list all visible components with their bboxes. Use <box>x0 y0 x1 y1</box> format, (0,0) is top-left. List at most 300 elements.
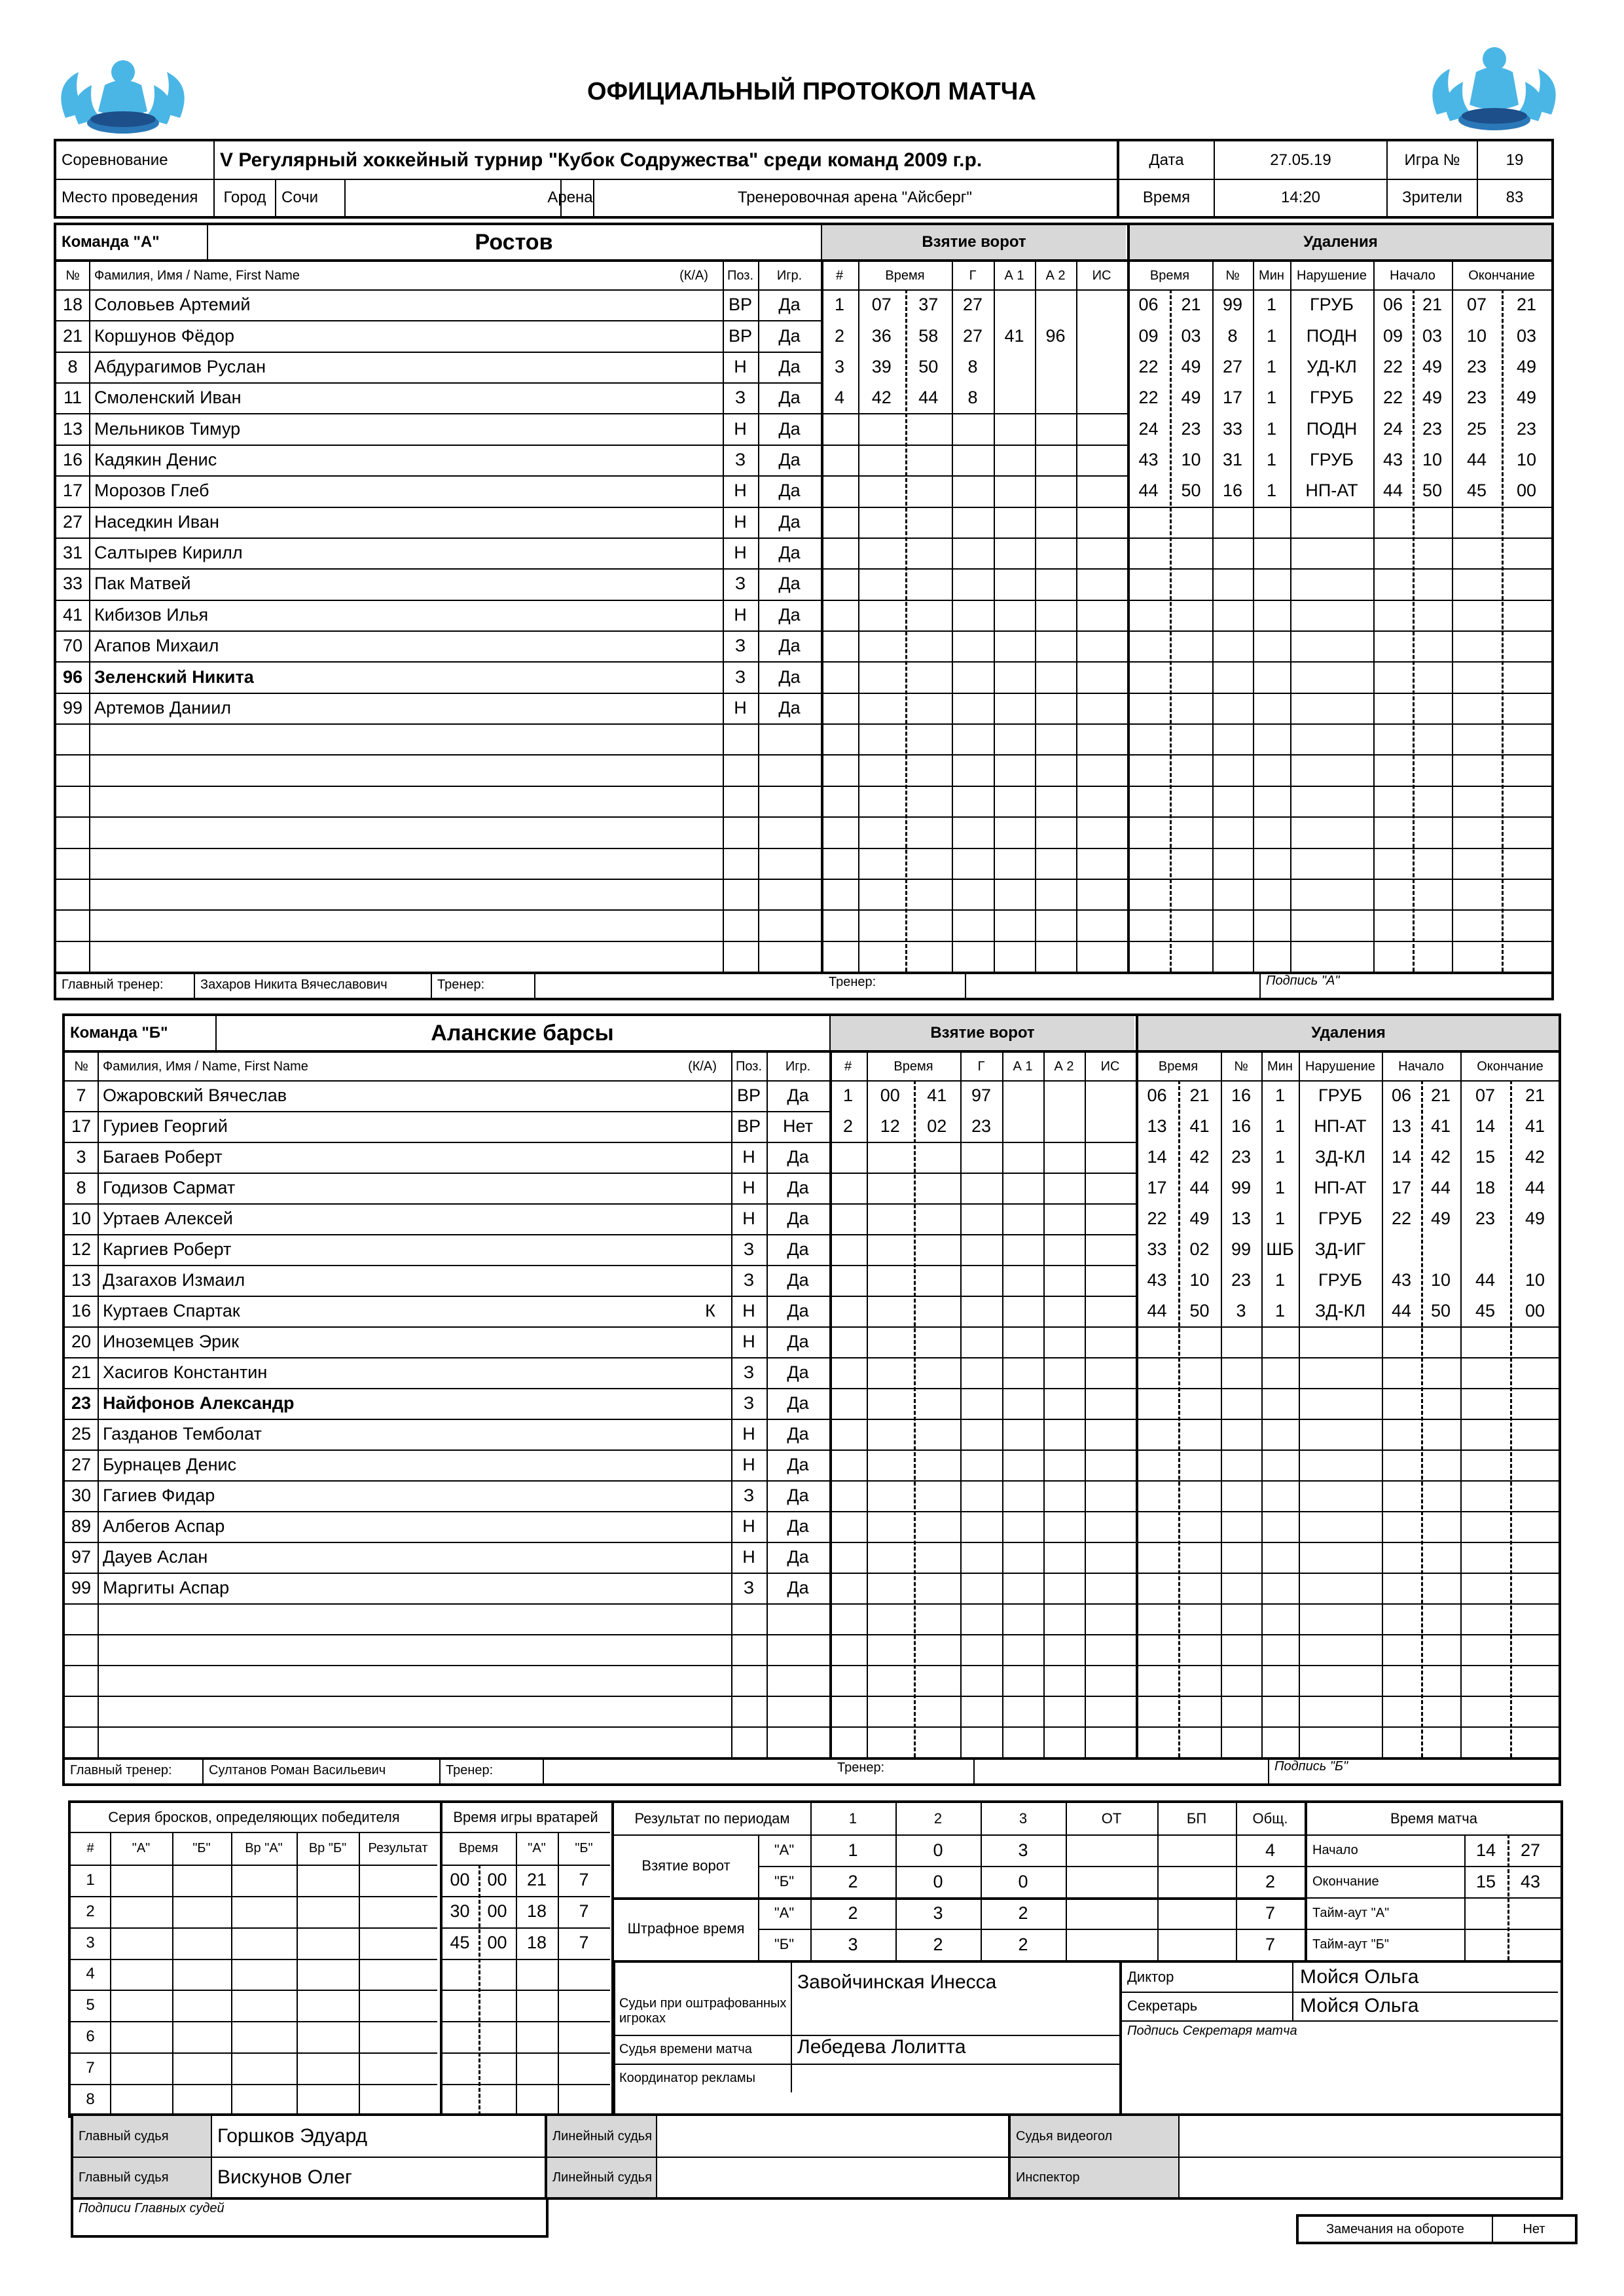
grid-line <box>1127 723 1551 725</box>
player-name: Ожаровский Вячеслав <box>103 1085 287 1105</box>
pen-col-p_no: № <box>1234 1059 1248 1074</box>
player-ka <box>683 507 720 538</box>
grid-line <box>1127 568 1551 570</box>
penalty-minutes: ШБ <box>1266 1239 1294 1259</box>
goal-col-g_a2: А 2 <box>1054 1059 1074 1074</box>
penalty-time-min: 06 <box>1138 295 1159 315</box>
penalty-player: 27 <box>1222 356 1243 376</box>
grid-line <box>1292 1963 1293 2020</box>
grid-line <box>829 1326 1136 1328</box>
player-number: 31 <box>62 543 83 563</box>
col-number: № <box>65 268 80 283</box>
player-ka <box>683 413 720 444</box>
penalty-time-min: 13 <box>1147 1116 1167 1136</box>
pen-col-p_min: Мин <box>1259 268 1284 283</box>
penalty-time-min: 22 <box>1147 1209 1167 1228</box>
ad-coordinator-label: Координатор рекламы <box>619 2070 756 2085</box>
player-number: 16 <box>71 1301 92 1321</box>
player-plays: Да <box>787 1209 809 1228</box>
player-plays: Да <box>787 1578 809 1597</box>
grid-line <box>297 1833 298 2115</box>
goal-situation <box>1076 320 1127 351</box>
player-plays: Да <box>778 511 801 532</box>
grid-line <box>534 972 535 998</box>
goal-assist-2 <box>1043 1111 1085 1142</box>
goal-col-g_a1: А 1 <box>1013 1059 1033 1074</box>
goal-assist-1 <box>994 352 1035 382</box>
remarks-box <box>1296 2214 1578 2244</box>
penalty-time-sec: 03 <box>1181 325 1201 346</box>
player-position: Н <box>742 1301 755 1321</box>
shootout-title: Серия бросков, определяющих победителя <box>108 1809 400 1825</box>
grid-line <box>1136 1726 1559 1728</box>
penalty-time-sec: 41 <box>1189 1116 1210 1136</box>
secretary-label: Секретарь <box>1127 1997 1198 2014</box>
grid-line <box>1127 879 1551 880</box>
player-position: Н <box>742 1516 755 1536</box>
goal-situation <box>1076 382 1127 413</box>
head-coach-name: Султанов Роман Васильевич <box>209 1762 386 1777</box>
grid-line <box>441 1990 610 1991</box>
arena-value: Тренеровочная арена "Айсберг" <box>737 188 973 206</box>
match-time-label: Окончание <box>1312 1874 1379 1889</box>
goal-assist-1 <box>994 382 1035 413</box>
grid-line <box>829 1203 1136 1205</box>
penalty-end-min <box>1460 1234 1510 1265</box>
match-time-label: Тайм-аут "Б" <box>1312 1937 1389 1952</box>
player-number: 70 <box>62 636 83 656</box>
goalie-a: 18 <box>526 1933 547 1953</box>
player-number: 96 <box>62 666 83 687</box>
penalty-violation: ГРУБ <box>1310 295 1354 315</box>
grid-line <box>1136 1388 1559 1389</box>
penalty-end-min: 44 <box>1475 1270 1496 1290</box>
grid-line <box>1127 507 1551 508</box>
player-name: Багаев Роберт <box>103 1147 223 1167</box>
referees-sign-box <box>71 2197 549 2238</box>
penalty-start-min: 06 <box>1382 295 1403 315</box>
period-value: 0 <box>1018 1871 1028 1891</box>
goal-col-g_time: Время <box>893 1059 933 1074</box>
match-header <box>54 139 1554 219</box>
grid-line <box>1136 1634 1559 1635</box>
player-number: 33 <box>62 574 83 594</box>
player-number: 89 <box>71 1516 92 1536</box>
period-value: 0 <box>933 1840 943 1860</box>
player-position: З <box>734 388 746 408</box>
penalty-start-sec: 50 <box>1430 1301 1451 1321</box>
penalty-start-min: 43 <box>1391 1270 1412 1290</box>
competition-label: Соревнование <box>62 151 168 169</box>
player-plays: Да <box>787 1239 809 1259</box>
player-ka <box>683 630 720 661</box>
player-name: Пак Матвей <box>94 574 191 594</box>
grid-line <box>110 1833 111 2115</box>
player-name: Найфонов Александр <box>103 1393 295 1413</box>
shootout-row-number: 4 <box>86 1965 95 1983</box>
grid-line <box>1136 1573 1559 1574</box>
team-signature-label: Подпись "Б" <box>1274 1758 1348 1774</box>
match-time-min <box>1464 1929 1507 1960</box>
penalty-violation: ГРУБ <box>1318 1085 1362 1105</box>
penalty-time-min: 22 <box>1138 356 1159 376</box>
penalty-time-min: 44 <box>1147 1301 1167 1321</box>
goalie-time-min: 45 <box>450 1933 470 1953</box>
penalty-time-min: 33 <box>1147 1239 1167 1259</box>
penalty-violation: УД-КЛ <box>1307 356 1357 376</box>
grid-line <box>821 630 1127 632</box>
player-name: Салтырев Кирилл <box>94 543 243 563</box>
goalie-b: 7 <box>579 1870 589 1890</box>
team-label: Команда "А" <box>62 233 160 251</box>
goal-assist-1: 41 <box>1004 325 1024 346</box>
announcer: Мойся Ольга <box>1300 1966 1419 1988</box>
goal-scorer: 27 <box>962 295 983 315</box>
period-value <box>1157 1834 1236 1866</box>
player-ka <box>692 1326 729 1357</box>
player-name: Соловьев Артемий <box>94 295 251 315</box>
goal-situation <box>1085 1111 1136 1142</box>
penalty-start-min: 22 <box>1382 356 1403 376</box>
pen-col-p_time: Время <box>1158 1059 1199 1074</box>
player-plays: Да <box>778 449 801 469</box>
grid-line <box>821 786 1127 787</box>
remarks-value: Нет <box>1523 2221 1545 2236</box>
grid-line <box>829 1542 1136 1543</box>
goal-number: 2 <box>834 325 845 346</box>
player-name: Газданов Темболат <box>103 1424 262 1444</box>
player-number: 30 <box>71 1485 92 1505</box>
match-time-min <box>1464 1897 1507 1929</box>
shootout-row-number: 6 <box>86 2028 95 2046</box>
goalie-col: "Б" <box>575 1841 593 1856</box>
player-ka: К <box>705 1301 715 1321</box>
goals-header: Взятие ворот <box>822 225 1126 259</box>
grid-line <box>65 1634 829 1635</box>
penalty-time-min: 06 <box>1147 1085 1167 1105</box>
grid-line <box>1127 909 1551 911</box>
period-value: 2 <box>933 1934 943 1954</box>
shootout-row-number: 8 <box>86 2090 95 2109</box>
grid-line <box>829 1603 1136 1605</box>
penalty-player: 23 <box>1231 1147 1252 1167</box>
period-value <box>1157 1929 1236 1960</box>
tournament-logo-right <box>1424 36 1564 137</box>
period-col: 3 <box>1019 1810 1028 1827</box>
player-number: 25 <box>71 1424 92 1444</box>
player-name: Смоленский Иван <box>94 388 242 408</box>
player-name: Коршунов Фёдор <box>94 325 235 346</box>
penalty-player: 31 <box>1222 449 1243 469</box>
grid-line <box>543 1757 544 1783</box>
player-name: Артемов Даниил <box>94 697 232 718</box>
grid-line <box>829 1142 1136 1143</box>
player-ka <box>692 1449 729 1480</box>
player-number: 7 <box>76 1085 86 1105</box>
player-plays: Да <box>787 1547 809 1567</box>
grid-line <box>71 1896 437 1897</box>
page-title: ОФИЦИАЛЬНЫЙ ПРОТОКОЛ МАТЧА <box>587 77 1036 105</box>
player-position: ВР <box>736 1085 761 1105</box>
penalty-time-sec: 50 <box>1189 1301 1210 1321</box>
grid-line <box>829 1388 1136 1389</box>
grid-line <box>821 909 1127 911</box>
penalty-time-min: 22 <box>1138 388 1159 408</box>
player-number: 12 <box>71 1239 92 1259</box>
grid-line <box>829 1173 1136 1174</box>
match-time-min: 14 <box>1475 1840 1496 1860</box>
player-plays: Да <box>778 418 801 439</box>
match-time-sec: 43 <box>1520 1871 1541 1891</box>
col-play: Игр. <box>776 268 803 283</box>
goals-by-period-label: Взятие ворот <box>641 1857 731 1874</box>
player-name: Зеленский Никита <box>94 666 254 687</box>
player-name: Албегов Аспар <box>103 1516 225 1536</box>
penalty-end-min: 07 <box>1475 1085 1496 1105</box>
grid-line <box>71 1959 437 1960</box>
goalie-b: 7 <box>579 1933 589 1953</box>
grid-line <box>821 723 1127 725</box>
grid-line <box>1043 1050 1045 1757</box>
grid-line <box>829 1634 1136 1635</box>
player-number: 10 <box>71 1209 92 1228</box>
player-ka <box>683 661 720 692</box>
grid-line <box>821 661 1127 663</box>
grid-line <box>1127 693 1551 694</box>
period-col: 1 <box>848 1810 857 1827</box>
goal-scorer: 97 <box>971 1085 992 1105</box>
period-team-label: "Б" <box>774 1873 795 1889</box>
shootout-row-number: 1 <box>86 1870 95 1889</box>
penalty-time-sec: 23 <box>1181 418 1201 439</box>
grid-line <box>821 445 1127 446</box>
player-number: 41 <box>62 604 83 625</box>
goal-col-g_is: ИС <box>1100 1059 1120 1074</box>
grid-line <box>1085 1050 1086 1757</box>
grid-line <box>71 2052 437 2054</box>
penalty-start-min: 09 <box>1382 325 1403 346</box>
goal-scorer: 27 <box>962 325 983 346</box>
player-position: Н <box>742 1147 755 1167</box>
goal-assist-1 <box>1002 1111 1043 1142</box>
period-value: 3 <box>933 1903 943 1923</box>
penalty-minutes: 1 <box>1266 481 1277 501</box>
penalty-time-sec: 44 <box>1189 1178 1210 1197</box>
player-plays: Да <box>778 388 801 408</box>
penalty-end-min: 15 <box>1475 1147 1496 1167</box>
player-position: З <box>743 1270 755 1290</box>
player-position: Н <box>734 511 747 532</box>
player-ka <box>683 352 720 382</box>
player-ka <box>692 1542 729 1573</box>
competition-name: V Регулярный хоккейный турнир "Кубок Содружества" среди команд 2009 г.р. <box>220 149 983 171</box>
penalty-start-min: 22 <box>1391 1209 1412 1228</box>
penalty-start-sec: 44 <box>1430 1178 1451 1197</box>
penalty-time-min: 43 <box>1147 1270 1167 1290</box>
penalty-start-sec: 49 <box>1422 388 1443 408</box>
player-plays: Да <box>778 604 801 625</box>
penalty-start-min <box>1382 1234 1421 1265</box>
penalty-player: 99 <box>1222 295 1243 315</box>
grid-line <box>441 2084 610 2085</box>
player-ka <box>683 568 720 599</box>
penalty-time-min: 09 <box>1138 325 1159 346</box>
player-position: ВР <box>736 1116 761 1136</box>
period-team-label: "А" <box>774 1904 795 1921</box>
penalty-time-min: 14 <box>1147 1147 1167 1167</box>
player-plays: Да <box>787 1485 809 1505</box>
penalties-header: Удаления <box>1130 225 1551 259</box>
penalty-minutes: 1 <box>1266 295 1277 315</box>
player-name: Мельников Тимур <box>94 418 241 439</box>
shootout-row-number: 5 <box>86 1996 95 2014</box>
team-b-section <box>62 1013 1561 1786</box>
date-label: Дата <box>1149 151 1184 169</box>
periods-title: Результат по периодам <box>634 1810 790 1827</box>
secretary: Мойся Ольга <box>1300 1995 1419 2016</box>
grid-line <box>1136 1665 1559 1666</box>
period-col: 2 <box>933 1810 943 1827</box>
player-name: Маргиты Аспар <box>103 1578 230 1597</box>
goal-col-g_num: # <box>835 268 844 283</box>
goal-number: 1 <box>842 1085 854 1105</box>
goal-assist-2 <box>1043 1080 1085 1111</box>
goalie-time-sec: 00 <box>487 1901 507 1922</box>
goal-col-g_a1: А 1 <box>1004 268 1024 283</box>
penalty-end-min: 07 <box>1466 295 1487 315</box>
player-name: Каргиев Роберт <box>103 1239 232 1259</box>
col-play: Игр. <box>785 1059 811 1074</box>
penalty-judges-label: Судьи при оштрафованных игроках <box>619 1996 787 2026</box>
match-time-min: 15 <box>1475 1871 1496 1891</box>
grid-line <box>829 1511 1136 1512</box>
spectators-value: 83 <box>1506 188 1524 206</box>
player-number: 17 <box>62 481 83 501</box>
penalty-end-min: 45 <box>1466 481 1487 501</box>
penalty-start-min: 13 <box>1391 1116 1412 1136</box>
goal-time-sec: 41 <box>927 1085 947 1105</box>
grid-line <box>1136 1542 1559 1543</box>
pen-col-p_start: Начало <box>1398 1059 1444 1074</box>
venue-label: Место проведения <box>62 188 198 206</box>
penalty-start-sec: 23 <box>1422 418 1443 439</box>
goal-time-min: 07 <box>871 295 892 315</box>
player-position: З <box>734 666 746 687</box>
penalty-start-sec: 50 <box>1422 481 1443 501</box>
penalty-end-sec: 00 <box>1516 481 1537 501</box>
announcer-label: Диктор <box>1127 1969 1174 1985</box>
player-name: Бурнацев Денис <box>103 1455 237 1474</box>
player-number: 97 <box>71 1547 92 1567</box>
head-coach-label: Главный тренер: <box>70 1762 172 1777</box>
col-ka: (К/А) <box>688 1059 717 1074</box>
grid-line <box>821 507 1127 508</box>
penalty-start-sec: 49 <box>1422 356 1443 376</box>
grid-line <box>829 1726 1136 1728</box>
grid-line <box>973 1757 975 1783</box>
city-value: Сочи <box>281 188 319 206</box>
penalty-end-sec <box>1510 1234 1560 1265</box>
player-plays: Да <box>787 1147 809 1167</box>
penalty-player: 8 <box>1227 325 1238 346</box>
player-plays: Да <box>778 666 801 687</box>
grid-line <box>1127 661 1551 663</box>
time-label: Время <box>1142 188 1191 206</box>
goal-col-g_a2: А 2 <box>1045 268 1066 283</box>
penalty-minutes: 1 <box>1266 418 1277 439</box>
player-name: Хасигов Константин <box>103 1362 268 1382</box>
penalty-start-sec: 03 <box>1422 325 1443 346</box>
coach-label: Тренер: <box>446 1762 494 1777</box>
goal-scorer: 23 <box>971 1116 992 1136</box>
period-team-label: "Б" <box>774 1936 795 1952</box>
penalty-judges: Завойчинская Инесса <box>797 1971 997 1993</box>
penalty-time-min: 43 <box>1138 449 1159 469</box>
player-plays: Да <box>787 1332 809 1351</box>
shootout-row-number: 2 <box>86 1902 95 1920</box>
penalty-minutes: 1 <box>1274 1116 1286 1136</box>
penalty-player: 13 <box>1231 1209 1252 1228</box>
period-value: 2 <box>848 1871 858 1891</box>
player-plays: Да <box>787 1178 809 1197</box>
chief-referee-1: Горшков Эдуард <box>217 2125 368 2147</box>
grid-line <box>821 600 1127 601</box>
goal-scorer: 8 <box>967 356 978 376</box>
goal-assist-2 <box>1035 289 1076 320</box>
player-name: Морозов Глеб <box>94 481 209 501</box>
player-ka <box>692 1419 729 1449</box>
goal-col-g_g: Г <box>969 268 977 283</box>
pen-col-p_time: Время <box>1149 268 1190 283</box>
player-name: Гуриев Георгий <box>103 1116 228 1136</box>
penalty-start-min: 43 <box>1382 449 1403 469</box>
penalty-end-min: 23 <box>1466 388 1487 408</box>
penalty-violation: ГРУБ <box>1310 449 1354 469</box>
col-name: Фамилия, Имя / Name, First Name <box>103 1059 308 1074</box>
player-position: Н <box>742 1547 755 1567</box>
penalty-minutes: 1 <box>1274 1270 1286 1290</box>
period-value: 4 <box>1265 1840 1276 1860</box>
goalie-a: 21 <box>526 1870 547 1890</box>
period-col: ОТ <box>1101 1810 1122 1827</box>
grid-line <box>960 1050 962 1757</box>
grid-line <box>821 538 1127 539</box>
player-name: Наседкин Иван <box>94 511 219 532</box>
player-plays: Да <box>787 1455 809 1474</box>
grid-line <box>829 1480 1136 1482</box>
penalty-minutes: 1 <box>1266 325 1277 346</box>
player-ka <box>692 1511 729 1542</box>
team-a-section <box>54 223 1554 1000</box>
grid-line <box>821 816 1127 818</box>
penalty-time-sec: 10 <box>1189 1270 1210 1290</box>
player-ka <box>692 1142 729 1173</box>
pen-col-p_viol: Нарушение <box>1297 268 1367 283</box>
player-name: Дзагахов Измаил <box>103 1270 245 1290</box>
penalty-end-min: 10 <box>1466 325 1487 346</box>
penalty-end-min: 14 <box>1475 1116 1496 1136</box>
period-value: 2 <box>848 1903 858 1923</box>
linesman-2-label: Линейный судья <box>547 2158 656 2197</box>
penalty-start-sec: 21 <box>1430 1085 1451 1105</box>
penalty-end-min: 44 <box>1466 449 1487 469</box>
grid-line <box>71 1927 437 1929</box>
player-position: ВР <box>728 295 753 315</box>
penalty-player: 3 <box>1236 1301 1246 1321</box>
date-value: 27.05.19 <box>1270 151 1331 169</box>
period-value <box>1066 1866 1157 1897</box>
grid-line <box>829 1265 1136 1266</box>
